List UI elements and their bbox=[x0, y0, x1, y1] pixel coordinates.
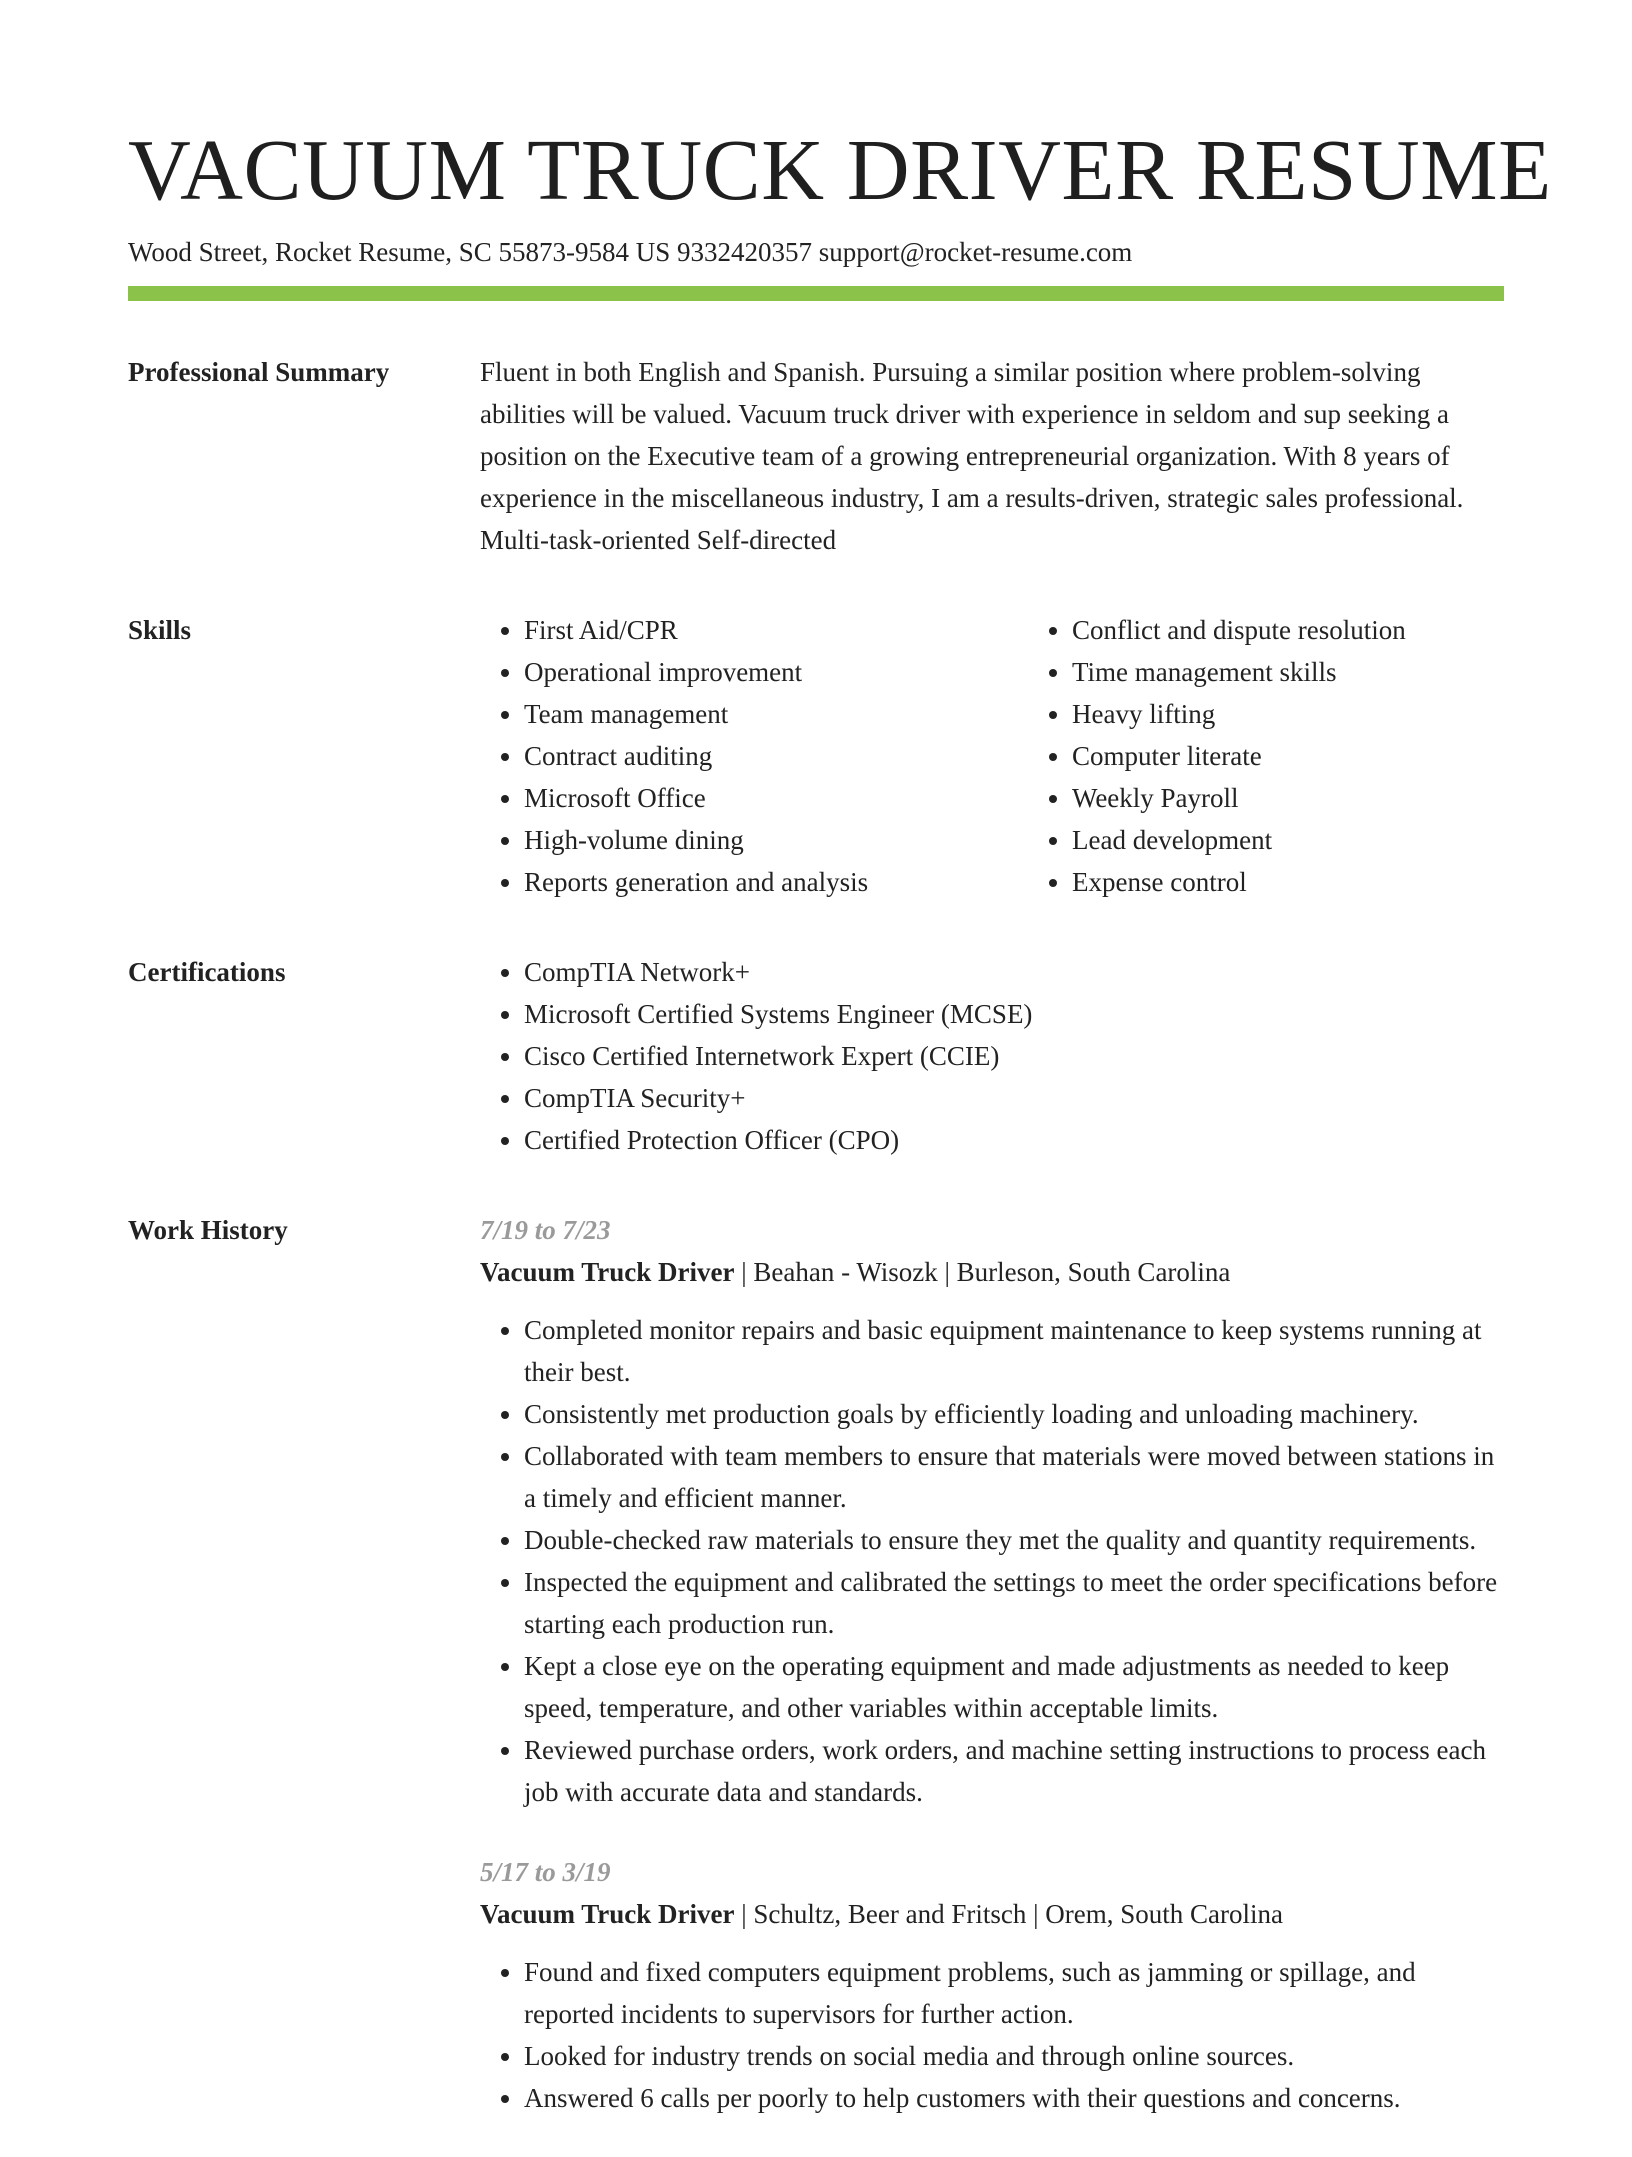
job-bullet: • Reviewed purchase orders, work orders, and machine setting instructions to process each job with accurate data and standards. bbox=[524, 1729, 1504, 1813]
skill-item: • Heavy lifting bbox=[1072, 693, 1406, 735]
work-history-section bbox=[128, 1209, 1504, 2157]
skill-item: • Team management bbox=[524, 693, 1028, 735]
job-bullet: • Double-checked raw materials to ensure they met the quality and quantity requirements. bbox=[524, 1519, 1504, 1561]
job-entry bbox=[480, 1851, 1504, 2119]
resume-title: VACUUM TRUCK DRIVER RESUME bbox=[128, 121, 1552, 218]
job-bullet: • Found and fixed computers equipment problems, such as jamming or spillage, and reported incidents to supervisors for further action. bbox=[524, 1951, 1504, 2035]
job-heading bbox=[480, 1893, 1504, 1935]
certification-item: • Certified Protection Officer (CPO) bbox=[524, 1119, 1504, 1161]
job-bullet: • Looked for industry trends on social media and through online sources. bbox=[524, 2035, 1504, 2077]
skill-item: • Contract auditing bbox=[524, 735, 1028, 777]
skills-column-left bbox=[480, 609, 1028, 903]
job-bullet: • Kept a close eye on the operating equipment and made adjustments as needed to keep speed, temperature, and other variables within acceptable limits. bbox=[524, 1645, 1504, 1729]
header-divider bbox=[128, 286, 1504, 301]
summary-section bbox=[128, 351, 1504, 561]
resume-page bbox=[128, 120, 1552, 2157]
skill-item: • Microsoft Office bbox=[524, 777, 1028, 819]
skill-item: • Conflict and dispute resolution bbox=[1072, 609, 1406, 651]
certifications-list bbox=[480, 951, 1504, 1161]
section-label: Skills bbox=[128, 615, 192, 645]
job-bullet: • Completed monitor repairs and basic equipment maintenance to keep systems running at their best. bbox=[524, 1309, 1504, 1393]
skill-item: • High-volume dining bbox=[524, 819, 1028, 861]
section-label: Work History bbox=[128, 1215, 288, 1245]
job-title: Vacuum Truck Driver bbox=[480, 1257, 735, 1287]
work-history-list bbox=[480, 1209, 1504, 2157]
job-bullet: • Consistently met production goals by efficiently loading and unloading machinery. bbox=[524, 1393, 1504, 1435]
skill-item: • Operational improvement bbox=[524, 651, 1028, 693]
job-details: | Beahan - Wisozk | Burleson, South Carolina bbox=[734, 1257, 1231, 1287]
job-bullets bbox=[480, 1309, 1504, 1813]
job-entry bbox=[480, 1209, 1504, 1813]
skills-section bbox=[128, 609, 1504, 903]
contact-info: Wood Street, Rocket Resume, SC 55873-9584 US 9332420357 support@rocket-resume.com bbox=[128, 237, 1133, 267]
skill-item: • Reports generation and analysis bbox=[524, 861, 1028, 903]
skills-column-right bbox=[1028, 609, 1406, 903]
certification-item: • CompTIA Network+ bbox=[524, 951, 1504, 993]
job-bullet: • Inspected the equipment and calibrated the settings to meet the order specifications before starting each production run. bbox=[524, 1561, 1504, 1645]
section-label: Certifications bbox=[128, 957, 286, 987]
skill-item: • Time management skills bbox=[1072, 651, 1406, 693]
certification-item: • Microsoft Certified Systems Engineer (MCSE) bbox=[524, 993, 1504, 1035]
job-bullet: • Collaborated with team members to ensure that materials were moved between stations in a timely and efficient manner. bbox=[524, 1435, 1504, 1519]
certification-item: • CompTIA Security+ bbox=[524, 1077, 1504, 1119]
job-dates: 7/19 to 7/23 bbox=[480, 1215, 611, 1245]
section-label: Professional Summary bbox=[128, 357, 390, 387]
job-bullet: • Answered 6 calls per poorly to help customers with their questions and concerns. bbox=[524, 2077, 1504, 2119]
skills-list bbox=[480, 609, 1504, 903]
skill-item: • Computer literate bbox=[1072, 735, 1406, 777]
job-bullets bbox=[480, 1951, 1504, 2119]
skill-item: • Expense control bbox=[1072, 861, 1406, 903]
job-details: | Schultz, Beer and Fritsch | Orem, South Carolina bbox=[734, 1899, 1283, 1929]
skill-item: • Weekly Payroll bbox=[1072, 777, 1406, 819]
certification-item: • Cisco Certified Internetwork Expert (CCIE) bbox=[524, 1035, 1504, 1077]
summary-text: Fluent in both English and Spanish. Pursuing a similar position where problem-solving abilities will be valued. Vacuum truck driver with experience in seldom and sup seeking a position on the Executive team of a growing entrepreneurial organization. With 8 years of experience in the miscellaneous industry, I am a results-driven, strategic sales professional. Multi-task-oriented Self-directed bbox=[480, 357, 1464, 555]
skill-item: • Lead development bbox=[1072, 819, 1406, 861]
job-title: Vacuum Truck Driver bbox=[480, 1899, 735, 1929]
job-heading bbox=[480, 1251, 1504, 1293]
certifications-section bbox=[128, 951, 1504, 1161]
job-dates: 5/17 to 3/19 bbox=[480, 1857, 611, 1887]
skill-item: • First Aid/CPR bbox=[524, 609, 1028, 651]
